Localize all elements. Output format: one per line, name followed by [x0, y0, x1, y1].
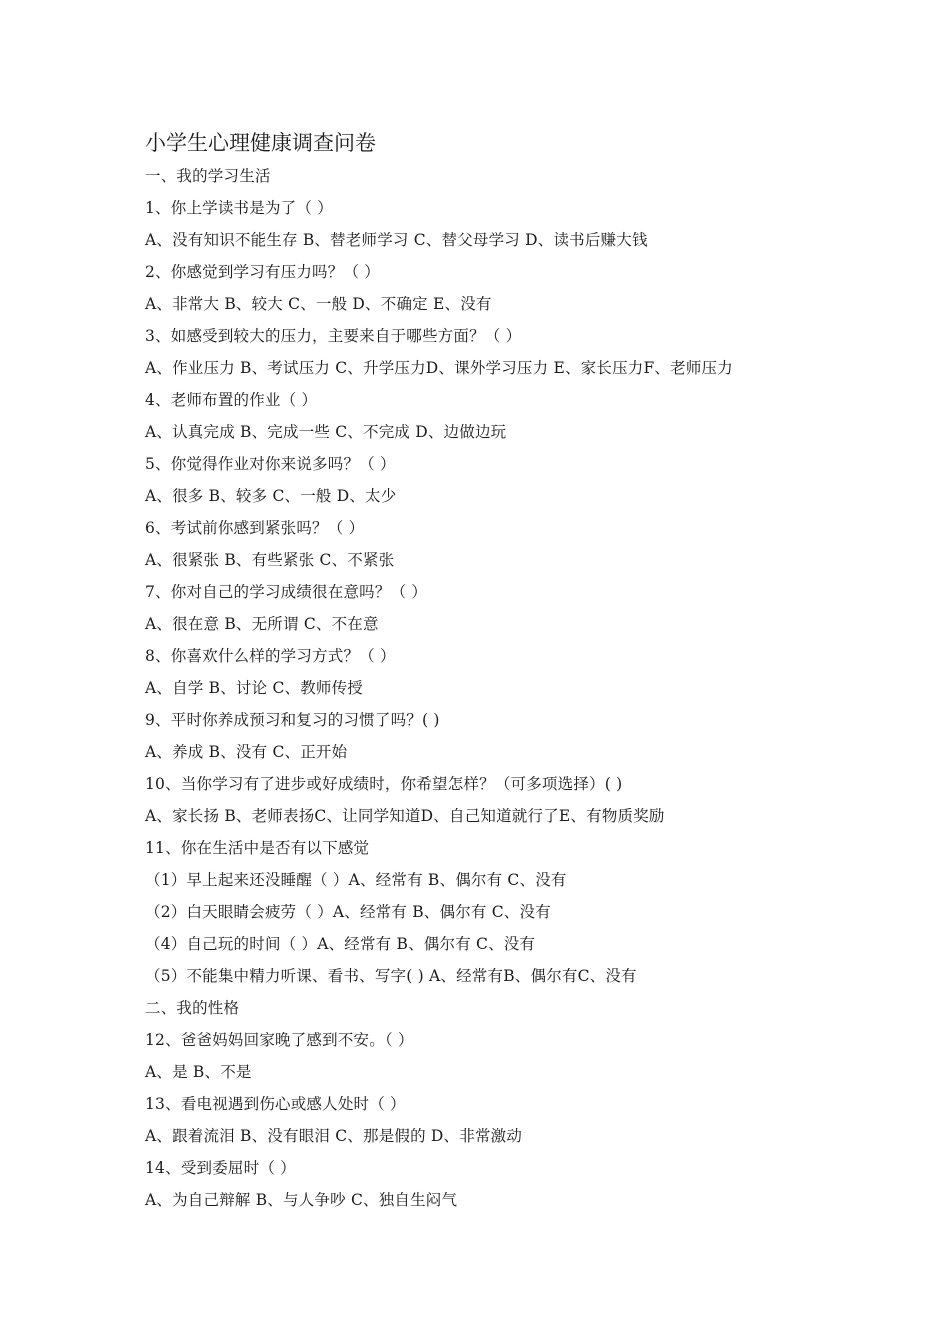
questionnaire-body [145, 128, 825, 1216]
question-5: 5、你觉得作业对你来说多吗？（ ） [145, 455, 396, 473]
question-4: 4、老师布置的作业（ ） [145, 391, 318, 409]
section-heading-personality: 二、我的性格 [145, 999, 240, 1017]
question-1: 1、你上学读书是为了（ ） [145, 199, 333, 217]
question-11-item-5: （5）不能集中精力听课、看书、写字( ) A、经常有B、偶尔有C、没有 [145, 967, 637, 985]
question-7: 7、你对自己的学习成绩很在意吗？（ ） [145, 583, 428, 601]
question-10-options: A、家长扬 B、老师表扬C、让同学知道D、自己知道就行了E、有物质奖励 [145, 807, 665, 825]
question-2-options: A、非常大 B、较大 C、一般 D、不确定 E、没有 [145, 295, 492, 313]
question-9: 9、平时你养成预习和复习的习惯了吗？( ) [145, 711, 440, 729]
question-11-item-4: （4）自己玩的时间（ ）A、经常有 B、偶尔有 C、没有 [145, 935, 536, 953]
question-8: 8、你喜欢什么样的学习方式？（ ） [145, 647, 396, 665]
question-8-options: A、自学 B、讨论 C、教师传授 [145, 679, 363, 697]
question-5-options: A、很多 B、较多 C、一般 D、太少 [145, 487, 397, 505]
question-6-options: A、很紧张 B、有些紧张 C、不紧张 [145, 551, 395, 569]
question-6: 6、考试前你感到紧张吗？（ ） [145, 519, 365, 537]
question-1-options: A、没有知识不能生存 B、替老师学习 C、替父母学习 D、读书后赚大钱 [145, 231, 648, 249]
question-14-options: A、为自己辩解 B、与人争吵 C、独自生闷气 [145, 1191, 458, 1209]
question-12-options: A、是 B、不是 [145, 1063, 252, 1081]
question-7-options: A、很在意 B、无所谓 C、不在意 [145, 615, 379, 633]
question-14: 14、受到委屈时（ ） [145, 1159, 296, 1177]
question-13: 13、看电视遇到伤心或感人处时（ ） [145, 1095, 406, 1113]
question-4-options: A、认真完成 B、完成一些 C、不完成 D、边做边玩 [145, 423, 507, 441]
question-10: 10、当你学习有了进步或好成绩时，你希望怎样？（可多项选择）( ) [145, 775, 623, 793]
question-11-item-1: （1）早上起来还没睡醒（ ）A、经常有 B、偶尔有 C、没有 [145, 871, 567, 889]
question-13-options: A、跟着流泪 B、没有眼泪 C、那是假的 D、非常激动 [145, 1127, 523, 1145]
question-2: 2、你感觉到学习有压力吗？（ ） [145, 263, 380, 281]
document-title: 小学生心理健康调查问卷 [145, 131, 376, 155]
section-heading-study-life: 一、我的学习生活 [145, 167, 271, 185]
question-12: 12、爸爸妈妈回家晚了感到不安。（ ） [145, 1031, 414, 1049]
question-3-options: A、作业压力 B、考试压力 C、升学压力D、课外学习压力 E、家长压力F、老师压力 [145, 359, 733, 377]
question-3: 3、如感受到较大的压力，主要来自于哪些方面？（ ） [145, 327, 522, 345]
question-11: 11、你在生活中是否有以下感觉 [145, 839, 370, 857]
question-9-options: A、养成 B、没有 C、正开始 [145, 743, 348, 761]
question-11-item-2: （2）白天眼睛会疲劳（ ）A、经常有 B、偶尔有 C、没有 [145, 903, 551, 921]
